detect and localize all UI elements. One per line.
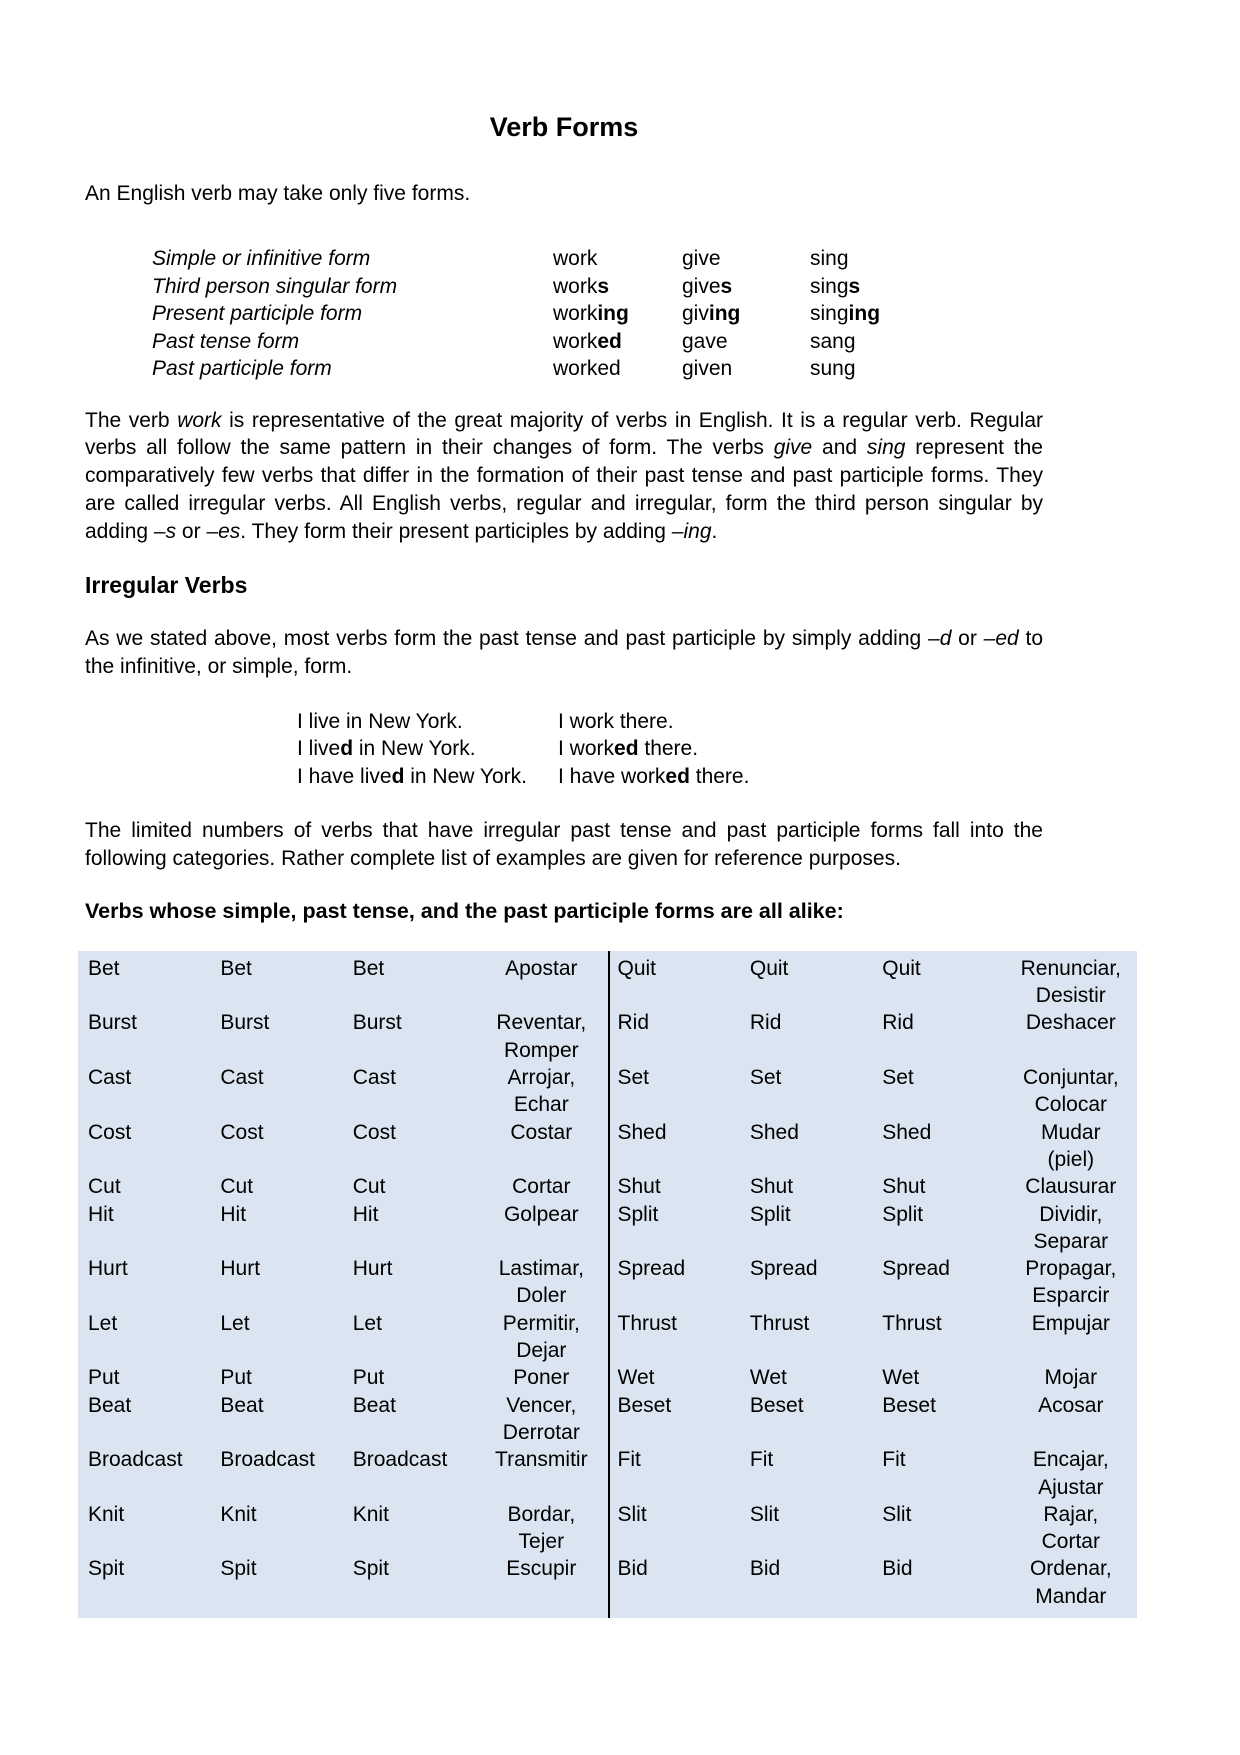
regular-verbs-paragraph: The verb work is representative of the great majority of verbs in English. It is a regular verb. Regular verbs all follow the same pattern in their changes of form. The verbs give and sing represent the comparatively few verbs that differ in the formation of their past tense and past participle forms. They are called irregular verbs. All English verbs, regular and irregular, form the third person singular by adding –s or –es. They form their present participles by adding –ing. (85, 408, 1043, 543)
verb-cell: Thrust (882, 1311, 942, 1335)
verb-cell: Shut (617, 1175, 661, 1199)
verb-cell: Bid (749, 1557, 781, 1581)
spanish-cell: Encajar, Ajustar (1032, 1448, 1109, 1499)
spanish-cell: Costar (510, 1120, 573, 1144)
irregular-verbs-heading: Irregular Verbs (85, 572, 248, 599)
verb-cell: Put (220, 1366, 252, 1390)
form-work: working (553, 302, 629, 325)
verb-cell: Cut (220, 1175, 254, 1199)
verb-cell: Rid (882, 1011, 914, 1035)
verb-cell: Spread (882, 1257, 950, 1281)
verb-cell: Shut (749, 1175, 794, 1199)
form-sing: singing (810, 302, 881, 325)
verb-cell: Beset (882, 1393, 936, 1417)
verb-cell: Fit (617, 1448, 641, 1472)
spanish-cell: Conjuntar, Colocar (1022, 1066, 1119, 1117)
spanish-cell: Cortar (512, 1175, 571, 1199)
form-give: giving (682, 302, 741, 325)
verb-cell: Cut (352, 1175, 386, 1199)
form-label: Past tense form (152, 329, 300, 353)
verb-cell: Let (220, 1311, 250, 1335)
verb-cell: Cast (88, 1066, 132, 1090)
form-sing: sing (810, 247, 849, 270)
example-right: I work there. (558, 710, 674, 734)
verb-cell: Wet (749, 1366, 787, 1390)
spanish-cell: Permitir, Dejar (502, 1311, 580, 1363)
verb-cell: Beat (352, 1393, 396, 1417)
form-work: worked (553, 329, 622, 353)
verb-cell: Hurt (220, 1257, 261, 1281)
examples-table (297, 708, 1043, 790)
verb-cell: Hit (88, 1202, 114, 1226)
form-work: works (553, 274, 610, 298)
verb-cell: Let (88, 1311, 118, 1335)
verb-cell: Shed (882, 1120, 932, 1144)
verb-cell: Quit (749, 956, 789, 980)
form-work: worked (553, 357, 621, 380)
verb-cell: Spread (749, 1257, 818, 1281)
spanish-cell: Propagar, Esparcir (1025, 1257, 1117, 1308)
form-sing: sung (810, 357, 856, 380)
example-left: I live in New York. (297, 710, 463, 734)
verb-cell: Hurt (88, 1257, 128, 1281)
table-divider (608, 951, 610, 1618)
form-give: gives (682, 274, 733, 298)
verb-cell: Spread (617, 1257, 686, 1281)
spanish-cell: Rajar, Cortar (1041, 1502, 1100, 1554)
limited-verbs-paragraph: The limited numbers of verbs that have irregular past tense and past participle forms fall into the following categories. Rather complete list of examples are given for reference purposes. (85, 819, 1043, 871)
verb-cell: Cost (220, 1120, 264, 1144)
verb-cell: Fit (749, 1448, 774, 1472)
verb-table (78, 951, 1137, 1618)
verb-cell: Burst (88, 1011, 138, 1035)
verb-cell: Beset (749, 1393, 804, 1417)
spanish-cell: Bordar, Tejer (507, 1502, 576, 1554)
verb-cell: Bet (352, 956, 385, 980)
verb-cell: Shed (617, 1120, 667, 1144)
spanish-cell: Lastimar, Doler (498, 1257, 584, 1308)
verb-cell: Beset (617, 1393, 672, 1417)
spanish-cell: Transmitir (495, 1448, 588, 1472)
five-forms-table (152, 245, 1043, 383)
spanish-cell: Mojar (1044, 1366, 1098, 1390)
verb-cell: Spit (352, 1557, 389, 1581)
verb-cell: Burst (220, 1011, 270, 1035)
verb-cell: Spit (220, 1557, 257, 1581)
form-sing: sings (810, 274, 861, 298)
verb-cell: Knit (220, 1502, 257, 1526)
spanish-cell: Acosar (1038, 1393, 1104, 1417)
verb-cell: Split (882, 1202, 924, 1226)
verb-cell: Thrust (617, 1311, 678, 1335)
spanish-cell: Vencer, Derrotar (502, 1393, 580, 1444)
verb-cell: Shut (882, 1175, 926, 1199)
verb-cell: Broadcast (220, 1448, 315, 1472)
verb-cell: Hit (220, 1202, 247, 1226)
verb-cell: Put (88, 1366, 120, 1390)
verb-cell: Fit (882, 1448, 906, 1472)
verb-cell: Hurt (352, 1257, 393, 1281)
verb-cell: Shed (749, 1120, 799, 1144)
form-sing: sang (810, 329, 856, 353)
verb-cell: Quit (617, 956, 657, 980)
verb-cell: Cost (88, 1120, 132, 1144)
text-block (85, 110, 1122, 1618)
spanish-cell: Poner (513, 1366, 570, 1390)
spanish-cell: Renunciar, Desistir (1020, 956, 1122, 1008)
verb-cell: Let (352, 1311, 382, 1335)
verb-cell: Cost (352, 1120, 396, 1144)
example-left: I have lived in New York. (297, 764, 527, 788)
verb-cell: Beat (220, 1393, 264, 1417)
spanish-cell: Mudar (piel) (1041, 1120, 1101, 1171)
verb-cell: Knit (352, 1502, 389, 1526)
alike-heading: Verbs whose simple, past tense, and the past participle forms are all alike: (85, 898, 844, 923)
verb-cell: Rid (617, 1011, 650, 1035)
spanish-cell: Deshacer (1025, 1011, 1116, 1035)
adding-paragraph: As we stated above, most verbs form the past tense and past participle by simply adding –d or –ed to the infinitive, or simple, form. (85, 627, 1044, 679)
verb-cell: Beat (88, 1393, 132, 1417)
spanish-cell: Golpear (503, 1202, 579, 1226)
form-label: Third person singular form (152, 274, 398, 298)
verb-cell: Cut (88, 1175, 121, 1199)
verb-cell: Set (882, 1066, 914, 1090)
verb-cell: Broadcast (352, 1448, 448, 1472)
form-label: Past participle form (152, 357, 332, 380)
form-give: given (682, 357, 733, 380)
verb-cell: Bet (88, 956, 120, 980)
verb-cell: Put (352, 1366, 385, 1390)
verb-cell: Cast (220, 1066, 264, 1090)
verb-cell: Burst (352, 1011, 402, 1035)
verb-cell: Split (617, 1202, 659, 1226)
form-label: Present participle form (152, 302, 363, 325)
spanish-cell: Arrojar, Echar (507, 1066, 576, 1117)
spanish-cell: Dividir, Separar (1033, 1202, 1109, 1253)
verb-cell: Bet (220, 956, 252, 980)
spanish-cell: Clausurar (1025, 1175, 1117, 1199)
spanish-cell: Empujar (1031, 1311, 1110, 1335)
verb-cell: Hit (352, 1202, 379, 1226)
verb-cell: Slit (617, 1502, 647, 1526)
verb-cell: Bid (882, 1557, 913, 1581)
spanish-cell: Apostar (505, 956, 578, 980)
example-left: I lived in New York. (297, 737, 476, 761)
form-work: work (553, 247, 598, 270)
spanish-cell: Reventar, Romper (496, 1011, 587, 1062)
verb-cell: Thrust (749, 1311, 810, 1335)
example-right: I have worked there. (558, 764, 750, 788)
verb-cell: Set (617, 1066, 650, 1090)
intro-paragraph: An English verb may take only five forms. (85, 182, 471, 205)
form-give: give (682, 247, 721, 270)
verb-cell: Cast (352, 1066, 396, 1090)
verb-cell: Set (749, 1066, 782, 1090)
spanish-cell: Ordenar, Mandar (1029, 1557, 1112, 1608)
verb-cell: Split (749, 1202, 791, 1226)
verb-cell: Wet (882, 1366, 920, 1390)
form-label: Simple or infinitive form (152, 247, 371, 270)
verb-cell: Slit (749, 1502, 780, 1526)
verb-cell: Wet (617, 1366, 655, 1390)
verb-cell: Spit (88, 1557, 125, 1581)
verb-cell: Knit (88, 1502, 125, 1526)
verb-cell: Rid (749, 1011, 782, 1035)
verb-cell: Broadcast (88, 1448, 183, 1472)
page-title: Verb Forms (489, 112, 639, 142)
example-right: I worked there. (558, 737, 699, 761)
verb-cell: Slit (882, 1502, 912, 1526)
verb-cell: Bid (617, 1557, 648, 1581)
verb-cell: Quit (882, 956, 921, 980)
form-give: gave (682, 329, 728, 353)
spanish-cell: Escupir (506, 1557, 577, 1581)
